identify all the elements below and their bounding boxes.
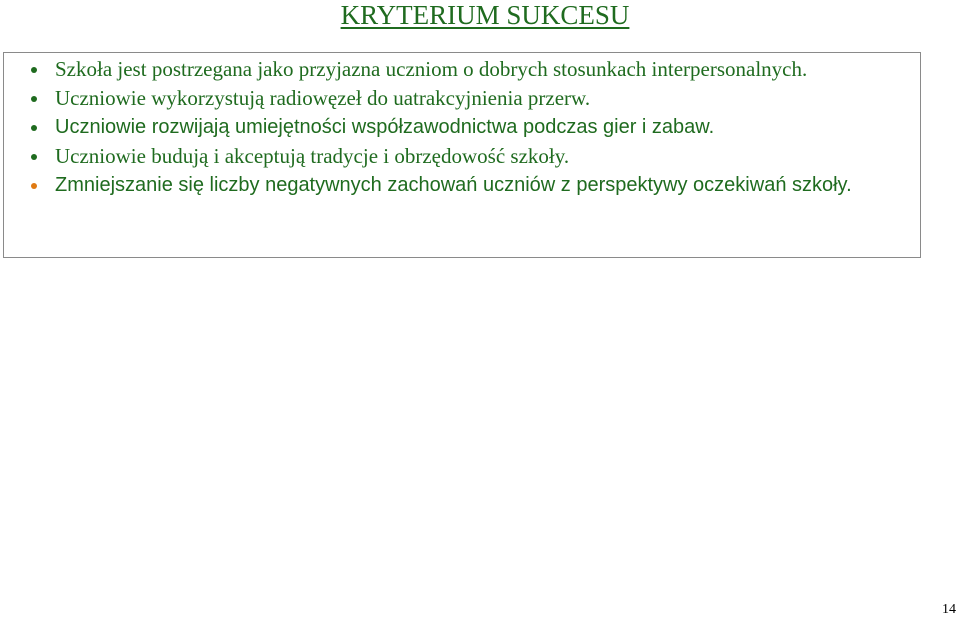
list-item xyxy=(55,55,915,84)
list-item xyxy=(55,171,915,200)
list-item xyxy=(55,142,915,171)
criteria-list xyxy=(55,55,915,200)
bullet-dot-icon xyxy=(31,183,37,189)
list-item-text: Uczniowie wykorzystują radiowęzeł do uatrakcyjnienia przerw. xyxy=(55,86,591,110)
bullet-dot-icon xyxy=(31,125,37,131)
list-item xyxy=(55,84,915,113)
page-number: 14 xyxy=(942,602,956,617)
bullet-dot-icon xyxy=(31,96,37,102)
list-item-text: Szkoła jest postrzegana jako przyjazna uczniom o dobrych stosunkach interpersonalnych. xyxy=(55,57,808,81)
slide-title: KRYTERIUM SUKCESU xyxy=(340,0,630,30)
bullet-dot-icon xyxy=(31,154,37,160)
list-item-text: Zmniejszanie się liczby negatywnych zachowań uczniów z perspektywy oczekiwań szkoły. xyxy=(55,174,852,196)
list-item xyxy=(55,113,915,142)
bullet-dot-icon xyxy=(31,67,37,73)
slide-title-container xyxy=(0,0,960,30)
list-item-text: Uczniowie rozwijają umiejętności współzawodnictwa podczas gier i zabaw. xyxy=(55,116,715,138)
list-item-text: Uczniowie budują i akceptują tradycje i obrzędowość szkoły. xyxy=(55,144,570,168)
